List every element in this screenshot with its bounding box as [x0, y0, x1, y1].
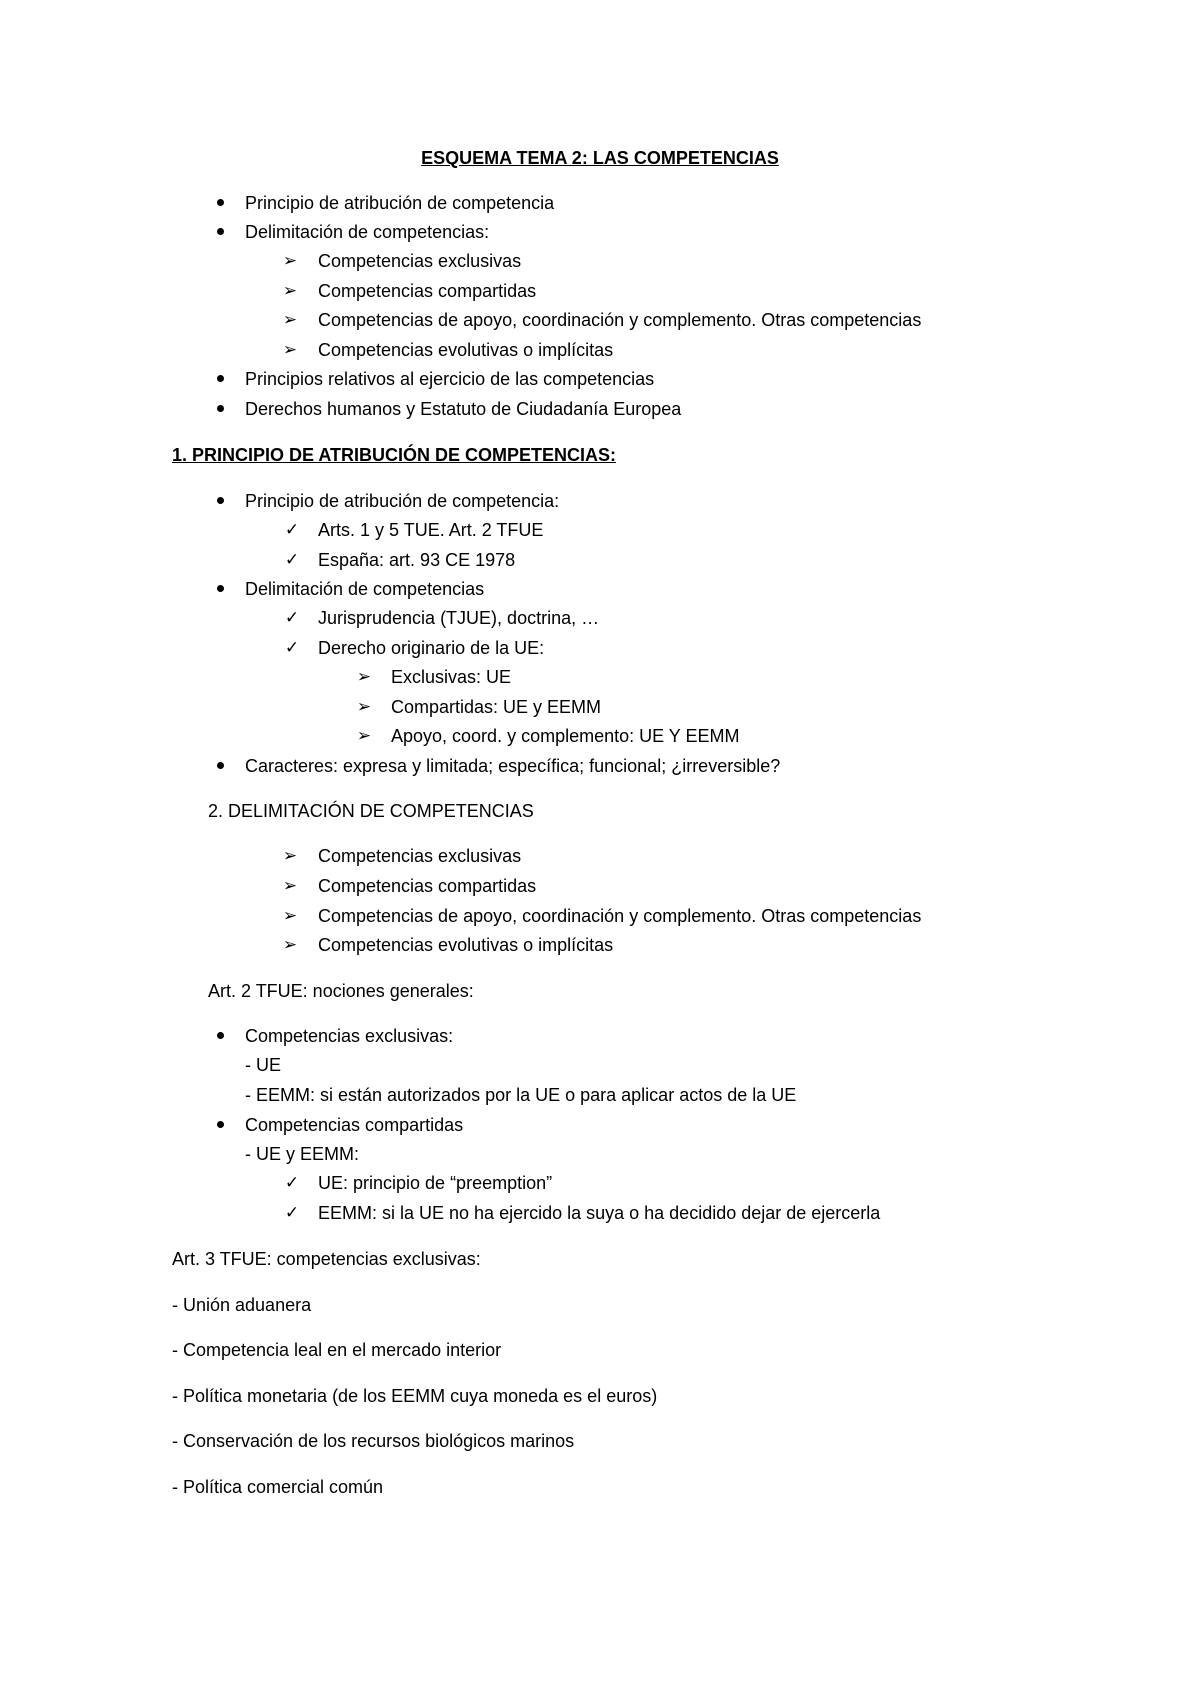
checkmark-icon: ✓ [284, 1173, 300, 1192]
arrowhead-icon: ➢ [356, 667, 372, 686]
list-item: Competencias exclusivas: [0, 1025, 208, 1047]
dash-item: - Competencia leal en el mercado interior [172, 1340, 502, 1360]
outline-item: Principio de atribución de competencia [0, 192, 309, 214]
bullet-dot-icon [208, 490, 232, 512]
dash-item: - EEMM: si están autorizados por la UE o para aplicar actos de la UE [245, 1085, 797, 1105]
paragraph-heading: Art. 3 TFUE: competencias exclusivas: [172, 1249, 481, 1269]
arrowhead-icon: ➢ [282, 935, 298, 954]
bullet-dot-icon [208, 368, 232, 390]
arrowhead-icon: ➢ [282, 310, 298, 329]
list-subitem: ➢ Competencias evolutivas o implícitas [0, 934, 295, 956]
list-subitem: ➢ Competencias exclusivas [0, 845, 203, 867]
checkmark-icon: ✓ [284, 638, 300, 657]
list-subsubitem: ➢ Exclusivas: UE [0, 666, 120, 688]
outline-item: Principios relativos al ejercicio de las competencias [0, 368, 409, 390]
arrowhead-icon: ➢ [356, 697, 372, 716]
bullet-dot-icon [208, 1025, 232, 1047]
outline-subitem: ➢ Competencias evolutivas o implícitas [0, 339, 295, 361]
document-title: ESQUEMA TEMA 2: LAS COMPETENCIAS [421, 148, 779, 168]
list-subitem: ✓ Arts. 1 y 5 TUE. Art. 2 TFUE [0, 519, 225, 541]
list-subitem: ✓ España: art. 93 CE 1978 [0, 549, 197, 571]
list-subitem: ✓ Derecho originario de la UE: [0, 637, 226, 659]
dash-item: - UE y EEMM: [245, 1144, 360, 1164]
outline-item: Delimitación de competencias: [0, 221, 244, 243]
arrowhead-icon: ➢ [282, 906, 298, 925]
bullet-dot-icon [208, 398, 232, 420]
arrowhead-icon: ➢ [356, 726, 372, 745]
checkmark-icon: ✓ [284, 550, 300, 569]
arrowhead-icon: ➢ [282, 251, 298, 270]
list-subsubitem: ➢ Compartidas: UE y EEMM [0, 696, 210, 718]
checkmark-icon: ✓ [284, 1203, 300, 1222]
dash-item: - UE [245, 1055, 281, 1075]
list-subitem: ✓ EEMM: si la UE no ha ejercido la suya o ha decidido dejar de ejercerla [0, 1202, 562, 1224]
dash-item: - Política comercial común [172, 1477, 384, 1497]
outline-subitem: ➢ Competencias exclusivas [0, 250, 203, 272]
bullet-dot-icon [208, 221, 232, 243]
outline-item: Derechos humanos y Estatuto de Ciudadanía Europea [0, 398, 436, 420]
bullet-dot-icon [208, 1114, 232, 1136]
list-subitem: ✓ UE: principio de “preemption” [0, 1172, 234, 1194]
dash-item: - Unión aduanera [172, 1295, 312, 1315]
list-subitem: ✓ Jurisprudencia (TJUE), doctrina, … [0, 607, 281, 629]
list-item: Competencias compartidas [0, 1114, 218, 1136]
paragraph-heading: Art. 2 TFUE: nociones generales: [208, 981, 474, 1001]
bullet-dot-icon [208, 578, 232, 600]
dash-item: - Política monetaria (de los EEMM cuya moneda es el euros) [172, 1386, 658, 1406]
bullet-dot-icon [208, 755, 232, 777]
outline-subitem: ➢ Competencias compartidas [0, 280, 218, 302]
list-subitem: ➢ Competencias de apoyo, coordinación y complemento. Otras competencias [0, 905, 603, 927]
outline-subitem: ➢ Competencias de apoyo, coordinación y complemento. Otras competencias [0, 309, 603, 331]
list-subitem: ➢ Competencias compartidas [0, 875, 218, 897]
checkmark-icon: ✓ [284, 608, 300, 627]
list-item: Caracteres: expresa y limitada; específica; funcional; ¿irreversible? [0, 755, 535, 777]
section-heading: 2. DELIMITACIÓN DE COMPETENCIAS [208, 801, 534, 821]
list-item: Principio de atribución de competencia: [0, 490, 314, 512]
list-item: Delimitación de competencias [0, 578, 239, 600]
dash-item: - Conservación de los recursos biológicos marinos [172, 1431, 575, 1451]
arrowhead-icon: ➢ [282, 340, 298, 359]
arrowhead-icon: ➢ [282, 281, 298, 300]
bullet-dot-icon [208, 192, 232, 214]
arrowhead-icon: ➢ [282, 846, 298, 865]
section-heading: 1. PRINCIPIO DE ATRIBUCIÓN DE COMPETENCIAS: [172, 445, 617, 465]
arrowhead-icon: ➢ [282, 876, 298, 895]
list-subsubitem: ➢ Apoyo, coord. y complemento: UE Y EEMM [0, 725, 349, 747]
checkmark-icon: ✓ [284, 520, 300, 539]
